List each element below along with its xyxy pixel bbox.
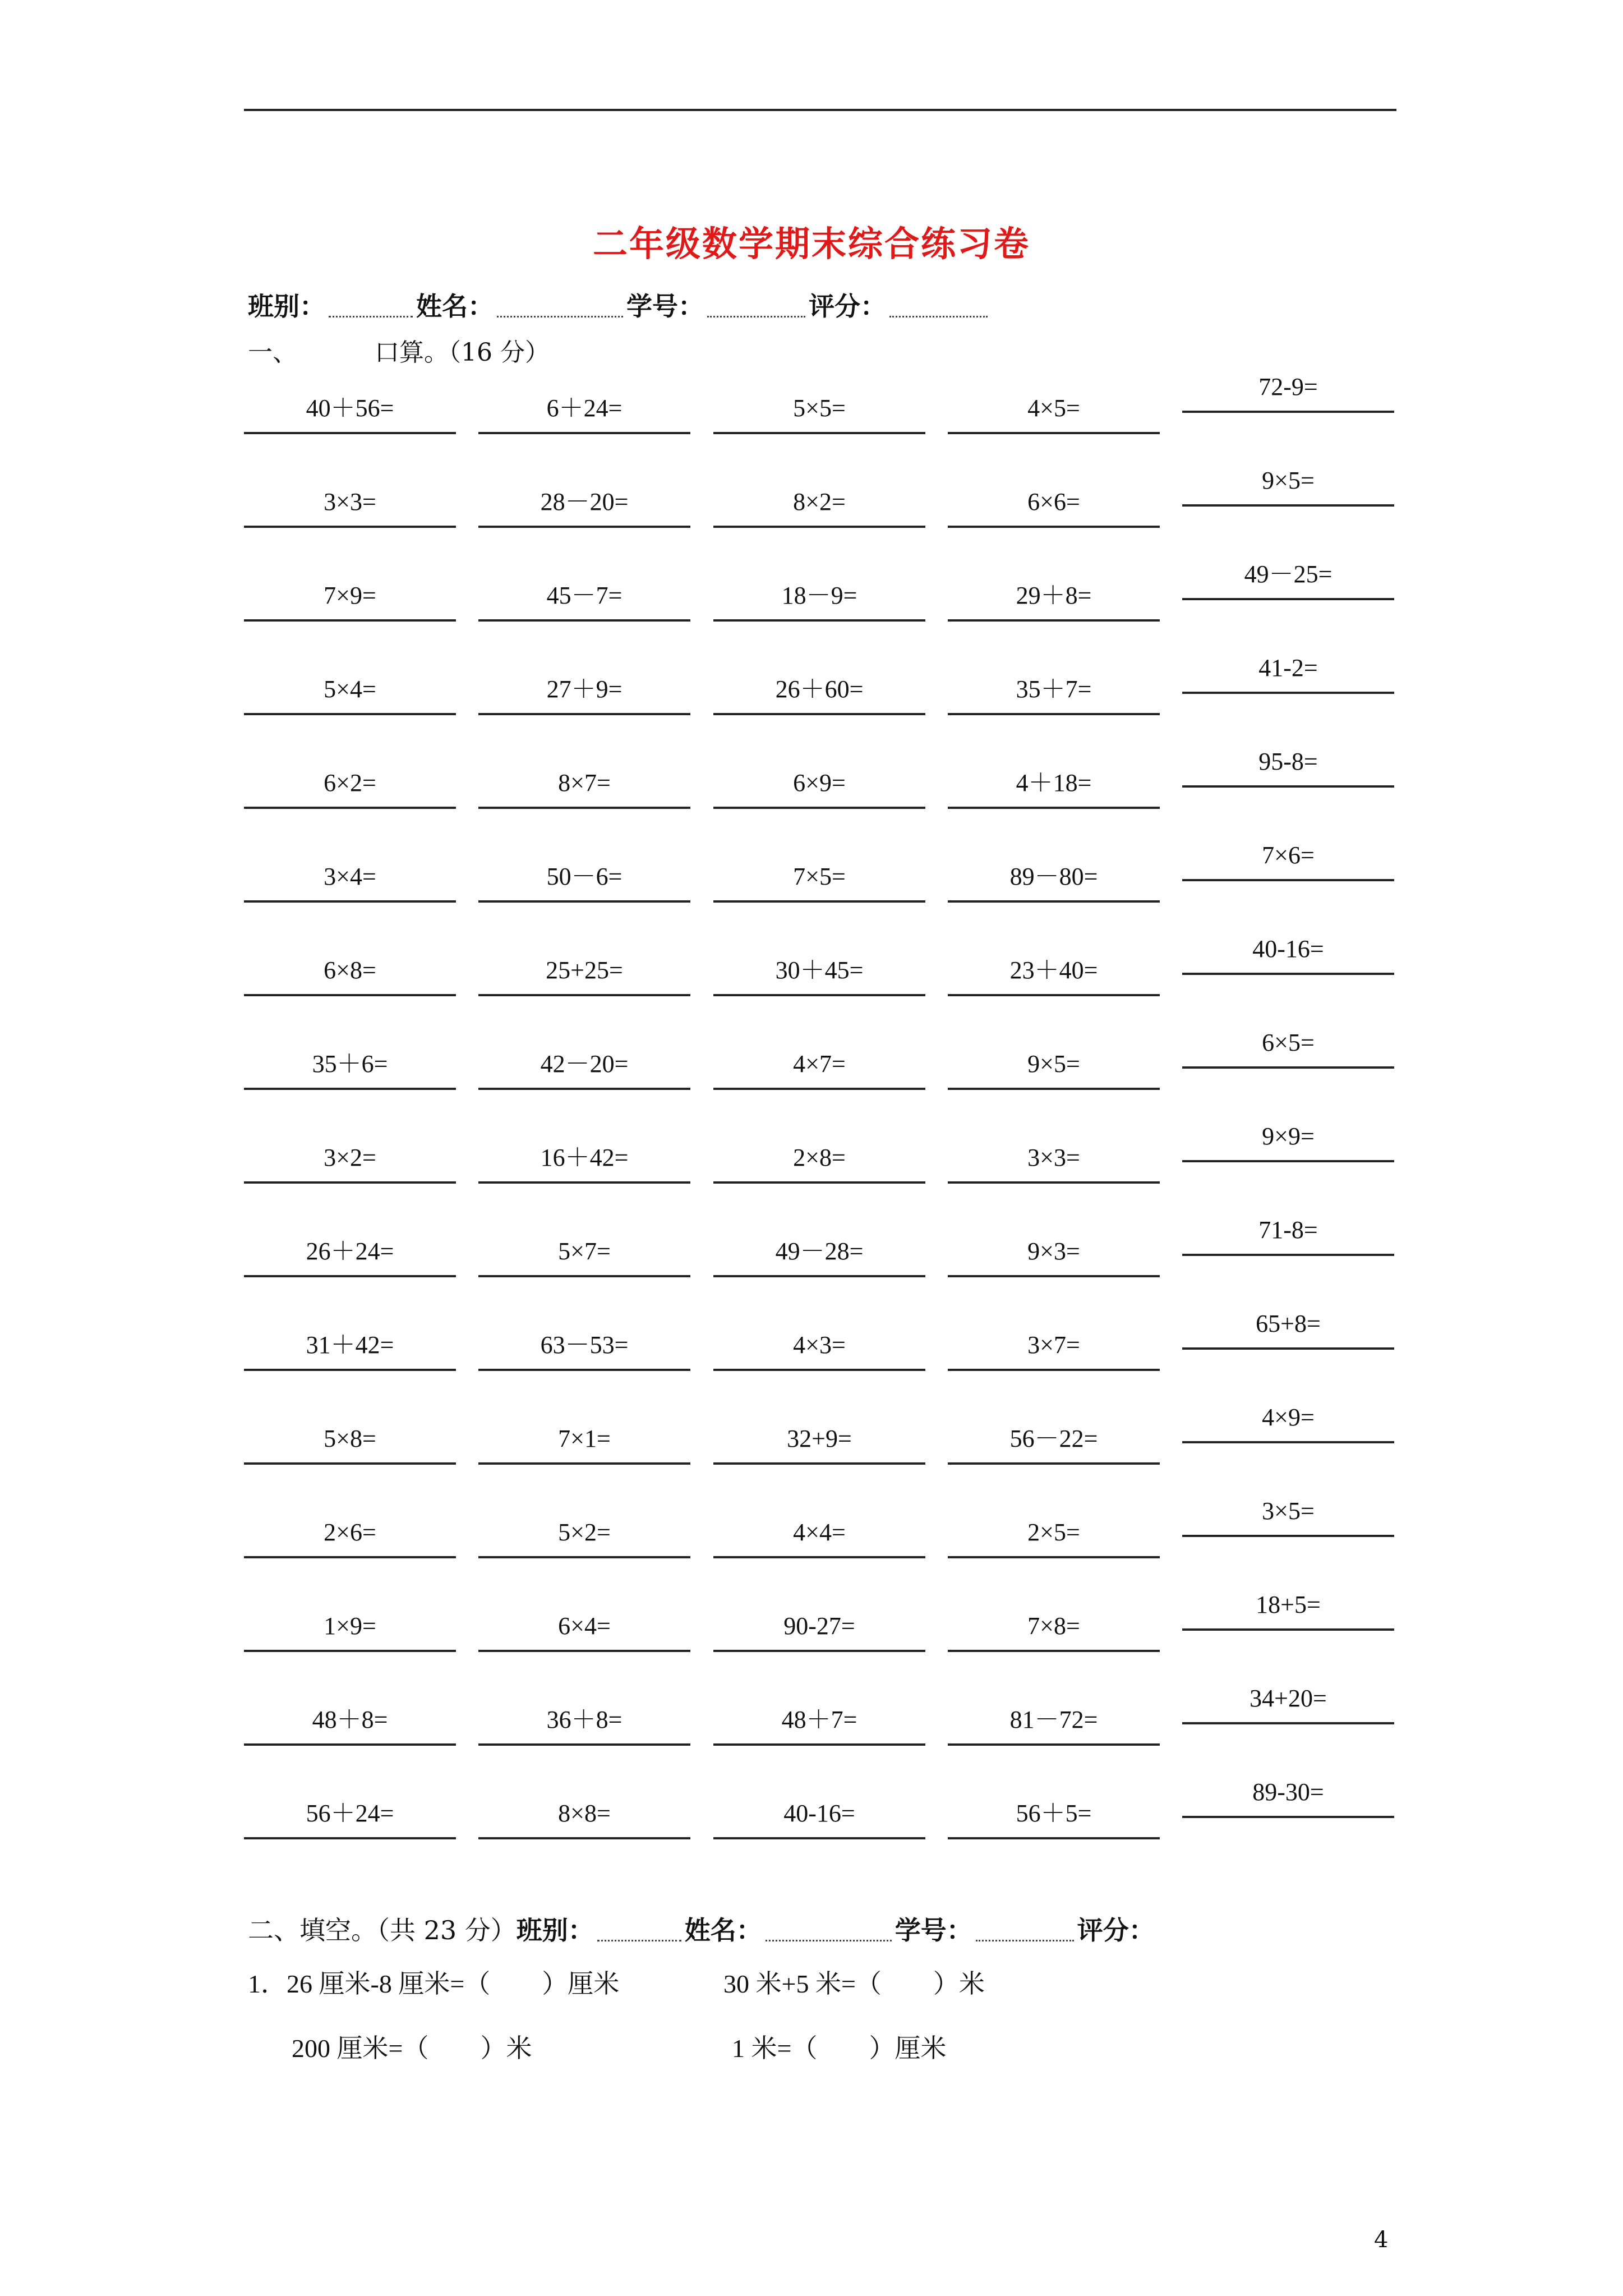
page-title: 二年级数学期末综合练习卷	[592, 223, 1030, 264]
problem-expression: 7×6=	[1262, 841, 1315, 869]
problem-expression: 1×9=	[324, 1612, 376, 1640]
problem-cell	[244, 1798, 456, 1839]
problem-expression: 28－20=	[540, 488, 629, 516]
problem-expression: 89-30=	[1252, 1778, 1324, 1806]
problem-cell	[713, 1048, 925, 1090]
answer-line[interactable]	[478, 994, 690, 996]
section-2-heading-row	[248, 1910, 1155, 1947]
number-label-2: 学号：	[895, 1915, 972, 1945]
problem-cell	[1182, 371, 1394, 413]
problem-cell	[1182, 933, 1394, 975]
answer-line[interactable]	[713, 1181, 925, 1184]
problem-cell	[478, 1798, 690, 1839]
problem-expression: 6×5=	[1262, 1029, 1315, 1056]
answer-line[interactable]	[948, 807, 1160, 809]
problem-cell	[1182, 559, 1394, 600]
problem-cell	[478, 1704, 690, 1746]
problem-expression: 56－22=	[1009, 1425, 1098, 1452]
problem-cell	[244, 1236, 456, 1277]
problem-cell	[244, 955, 456, 996]
answer-line[interactable]	[478, 807, 690, 809]
problem-cell	[948, 1798, 1160, 1839]
answer-line[interactable]	[713, 900, 925, 903]
answer-line[interactable]	[948, 1743, 1160, 1746]
problem-cell	[244, 1611, 456, 1652]
problem-cell	[713, 1704, 925, 1746]
problem-cell	[948, 1517, 1160, 1558]
answer-line[interactable]	[1182, 1628, 1394, 1631]
problem-expression: 56＋5=	[1016, 1800, 1092, 1827]
problem-expression: 8×8=	[558, 1800, 611, 1827]
name-label: 姓名：	[416, 291, 494, 321]
problem-expression: 29＋8=	[1016, 582, 1092, 609]
problem-expression: 48＋8=	[312, 1706, 388, 1733]
section-1-number: 一、	[248, 338, 297, 367]
problem-expression: 4＋18=	[1016, 769, 1092, 797]
answer-line[interactable]	[948, 1088, 1160, 1090]
problem-cell	[478, 674, 690, 715]
answer-line[interactable]	[244, 432, 456, 434]
answer-line[interactable]	[1182, 1441, 1394, 1443]
problem-expression: 65+8=	[1256, 1310, 1321, 1337]
problem-expression: 4×7=	[793, 1050, 846, 1078]
problem-cell	[478, 1236, 690, 1277]
problem-expression: 49－28=	[775, 1237, 864, 1265]
problem-expression: 4×3=	[793, 1331, 846, 1359]
answer-line[interactable]	[244, 619, 456, 622]
score-label-2: 评分：	[1077, 1915, 1155, 1945]
problem-cell	[948, 1236, 1160, 1277]
answer-line[interactable]	[244, 1088, 456, 1090]
problem-cell	[948, 1704, 1160, 1746]
problem-expression: 26＋60=	[775, 675, 864, 703]
problem-expression: 9×5=	[1262, 467, 1315, 494]
problem-expression: 5×2=	[558, 1519, 611, 1546]
problem-expression: 3×4=	[324, 863, 376, 890]
problem-expression: 42－20=	[540, 1050, 629, 1078]
problem-expression: 40-16=	[783, 1800, 855, 1827]
problem-cell	[1182, 746, 1394, 788]
problem-expression: 6×9=	[793, 769, 846, 797]
page-number: 4	[1374, 2227, 1389, 2253]
problem-expression: 2×8=	[793, 1144, 846, 1171]
answer-line[interactable]	[244, 1743, 456, 1746]
problem-cell	[948, 393, 1160, 434]
problem-expression: 25+25=	[546, 956, 623, 984]
problem-cell	[713, 1798, 925, 1839]
answer-line[interactable]	[948, 1837, 1160, 1839]
problem-expression: 72-9=	[1258, 373, 1318, 401]
problem-cell	[1182, 1308, 1394, 1350]
problem-cell	[244, 580, 456, 622]
answer-line[interactable]	[244, 994, 456, 996]
problem-cell	[713, 1236, 925, 1277]
problem-expression: 5×4=	[324, 675, 376, 703]
problem-expression: 7×9=	[324, 582, 376, 609]
answer-line[interactable]	[478, 526, 690, 528]
name-label-2: 姓名：	[684, 1915, 762, 1945]
problem-cell	[1182, 652, 1394, 694]
problem-cell	[948, 1329, 1160, 1371]
problem-cell	[713, 486, 925, 528]
problem-cell	[478, 767, 690, 809]
answer-line[interactable]	[1182, 598, 1394, 600]
problem-cell	[948, 486, 1160, 528]
problem-expression: 9×3=	[1027, 1237, 1080, 1265]
answer-line[interactable]	[948, 1369, 1160, 1371]
problem-expression: 23＋40=	[1009, 956, 1098, 984]
problem-cell	[244, 1048, 456, 1090]
problem-expression: 6＋24=	[546, 394, 623, 422]
problem-expression: 95-8=	[1258, 748, 1318, 775]
problem-expression: 7×5=	[793, 863, 846, 890]
problem-expression: 35＋7=	[1016, 675, 1092, 703]
answer-line[interactable]	[478, 432, 690, 434]
problem-expression: 16＋42=	[540, 1144, 629, 1171]
problem-cell	[948, 674, 1160, 715]
problem-expression: 6×4=	[558, 1612, 611, 1640]
answer-line[interactable]	[948, 713, 1160, 715]
answer-line[interactable]	[948, 1181, 1160, 1184]
problem-cell	[244, 486, 456, 528]
answer-line[interactable]	[948, 526, 1160, 528]
problem-cell	[713, 1423, 925, 1465]
answer-line[interactable]	[1182, 1535, 1394, 1537]
problem-expression: 49－25=	[1244, 560, 1332, 588]
answer-line[interactable]	[948, 619, 1160, 622]
answer-line[interactable]	[948, 1462, 1160, 1465]
problem-cell	[948, 1423, 1160, 1465]
problem-expression: 3×3=	[324, 488, 376, 516]
problem-expression: 48＋7=	[781, 1706, 857, 1733]
name-blank-2[interactable]	[766, 1939, 892, 1941]
answer-line[interactable]	[713, 526, 925, 528]
number-label: 学号：	[626, 291, 704, 321]
problem-cell	[1182, 840, 1394, 881]
answer-line[interactable]	[713, 1650, 925, 1652]
answer-line[interactable]	[713, 619, 925, 622]
answer-line[interactable]	[713, 713, 925, 715]
problem-cell	[713, 674, 925, 715]
answer-line[interactable]	[1182, 785, 1394, 788]
problem-expression: 4×9=	[1262, 1404, 1315, 1431]
answer-line[interactable]	[713, 1462, 925, 1465]
answer-line[interactable]	[478, 1743, 690, 1746]
number-blank-2[interactable]	[976, 1939, 1074, 1941]
answer-line[interactable]	[478, 1837, 690, 1839]
fill-question-1b: 30 米+5 米=（ ）米	[723, 1970, 985, 1998]
fill-question-1a: 1．26 厘米-8 厘米=（ ）厘米	[248, 1970, 620, 1998]
problem-expression: 40＋56=	[306, 394, 394, 422]
section-1-text: 口算。（16 分）	[375, 338, 550, 367]
class-label: 班别：	[248, 291, 325, 321]
problem-cell	[948, 1142, 1160, 1184]
problem-expression: 8×7=	[558, 769, 611, 797]
answer-line[interactable]	[478, 1650, 690, 1652]
problem-expression: 7×1=	[558, 1425, 611, 1452]
problem-cell	[478, 1423, 690, 1465]
answer-line[interactable]	[1182, 1160, 1394, 1162]
problem-expression: 7×8=	[1027, 1612, 1080, 1640]
answer-line[interactable]	[478, 900, 690, 903]
score-label: 评分：	[809, 291, 886, 321]
problem-expression: 41-2=	[1258, 654, 1318, 682]
answer-line[interactable]	[1182, 692, 1394, 694]
problem-cell	[244, 674, 456, 715]
problem-expression: 26＋24=	[306, 1237, 394, 1265]
answer-line[interactable]	[244, 526, 456, 528]
problem-expression: 34+20=	[1249, 1685, 1327, 1712]
answer-line[interactable]	[244, 1181, 456, 1184]
problem-cell	[948, 955, 1160, 996]
problem-cell	[713, 1517, 925, 1558]
answer-line[interactable]	[244, 1275, 456, 1277]
problem-expression: 3×7=	[1027, 1331, 1080, 1359]
problem-expression: 5×8=	[324, 1425, 376, 1452]
problem-cell	[478, 1142, 690, 1184]
answer-line[interactable]	[948, 1556, 1160, 1558]
problem-cell	[478, 1329, 690, 1371]
answer-line[interactable]	[713, 1556, 925, 1558]
problem-expression: 5×7=	[558, 1237, 611, 1265]
problem-cell	[478, 393, 690, 434]
answer-line[interactable]	[1182, 411, 1394, 413]
problem-expression: 56＋24=	[306, 1800, 394, 1827]
problem-cell	[713, 393, 925, 434]
answer-line[interactable]	[713, 1088, 925, 1090]
problem-expression: 2×5=	[1027, 1519, 1080, 1546]
problem-cell	[244, 1704, 456, 1746]
section-2-heading: 二、填空。（共 23 分）	[248, 1915, 517, 1945]
problem-cell	[244, 393, 456, 434]
problem-expression: 6×2=	[324, 769, 376, 797]
problem-expression: 5×5=	[793, 394, 846, 422]
problem-cell	[1182, 1214, 1394, 1256]
answer-line[interactable]	[244, 807, 456, 809]
answer-line[interactable]	[948, 1650, 1160, 1652]
problem-expression: 35＋6=	[312, 1050, 388, 1078]
answer-line[interactable]	[478, 1462, 690, 1465]
answer-line[interactable]	[1182, 1254, 1394, 1256]
problem-cell	[713, 767, 925, 809]
answer-line[interactable]	[478, 713, 690, 715]
answer-line[interactable]	[1182, 879, 1394, 881]
problem-expression: 18－9=	[781, 582, 857, 609]
problem-expression: 30＋45=	[775, 956, 864, 984]
problem-cell	[478, 486, 690, 528]
problem-expression: 8×2=	[793, 488, 846, 516]
answer-line[interactable]	[1182, 973, 1394, 975]
answer-line[interactable]	[1182, 1722, 1394, 1724]
problem-cell	[948, 861, 1160, 903]
answer-line[interactable]	[948, 1275, 1160, 1277]
problem-cell	[948, 1048, 1160, 1090]
problem-expression: 9×9=	[1262, 1122, 1315, 1150]
answer-line[interactable]	[1182, 1816, 1394, 1818]
answer-line[interactable]	[244, 1556, 456, 1558]
answer-line[interactable]	[244, 900, 456, 903]
answer-line[interactable]	[1182, 1347, 1394, 1350]
problem-cell	[244, 861, 456, 903]
fill-question-1c: 200 厘米=（ ）米	[292, 2034, 532, 2063]
answer-line[interactable]	[244, 1837, 456, 1839]
problem-cell	[1182, 1496, 1394, 1537]
answer-line[interactable]	[713, 994, 925, 996]
problem-expression: 3×5=	[1262, 1497, 1315, 1525]
problem-expression: 3×2=	[324, 1144, 376, 1171]
class-label-2: 班别：	[516, 1915, 594, 1945]
answer-line[interactable]	[713, 1369, 925, 1371]
problem-cell	[1182, 1589, 1394, 1631]
answer-line[interactable]	[713, 1837, 925, 1839]
problem-cell	[948, 580, 1160, 622]
problem-expression: 2×6=	[324, 1519, 376, 1546]
problem-cell	[478, 1048, 690, 1090]
answer-line[interactable]	[948, 900, 1160, 903]
problem-cell	[1182, 1121, 1394, 1162]
problem-expression: 18+5=	[1256, 1591, 1321, 1618]
problem-cell	[713, 580, 925, 622]
problem-cell	[478, 861, 690, 903]
problem-expression: 36＋8=	[546, 1706, 623, 1733]
problem-cell	[478, 580, 690, 622]
problem-cell	[713, 1611, 925, 1652]
answer-line[interactable]	[244, 1369, 456, 1371]
answer-line[interactable]	[948, 994, 1160, 996]
problem-expression: 45－7=	[546, 582, 623, 609]
answer-line[interactable]	[478, 1088, 690, 1090]
answer-line[interactable]	[1182, 504, 1394, 507]
problem-cell	[1182, 1027, 1394, 1069]
answer-line[interactable]	[244, 713, 456, 715]
problem-cell	[244, 1423, 456, 1465]
problem-cell	[1182, 465, 1394, 507]
problem-expression: 4×4=	[793, 1519, 846, 1546]
problem-cell	[244, 1517, 456, 1558]
problem-expression: 32+9=	[787, 1425, 852, 1452]
answer-line[interactable]	[713, 1743, 925, 1746]
problem-cell	[948, 1611, 1160, 1652]
problem-expression: 81－72=	[1009, 1706, 1098, 1733]
problem-cell	[1182, 1402, 1394, 1443]
problem-expression: 6×8=	[324, 956, 376, 984]
answer-line[interactable]	[478, 1181, 690, 1184]
problem-cell	[948, 767, 1160, 809]
answer-line[interactable]	[478, 1556, 690, 1558]
problem-expression: 90-27=	[783, 1612, 855, 1640]
problem-cell	[713, 955, 925, 996]
answer-line[interactable]	[948, 432, 1160, 434]
problem-expression: 31＋42=	[306, 1331, 394, 1359]
problem-cell	[478, 1517, 690, 1558]
problem-cell	[713, 861, 925, 903]
answer-line[interactable]	[713, 432, 925, 434]
problem-expression: 71-8=	[1258, 1216, 1318, 1244]
problem-expression: 6×6=	[1027, 488, 1080, 516]
class-blank-2[interactable]	[597, 1939, 681, 1941]
answer-line[interactable]	[244, 1462, 456, 1465]
answer-line[interactable]	[1182, 1066, 1394, 1069]
problem-cell	[244, 1142, 456, 1184]
problem-expression: 3×3=	[1027, 1144, 1080, 1171]
answer-line[interactable]	[713, 1275, 925, 1277]
answer-line[interactable]	[478, 1369, 690, 1371]
problem-cell	[244, 1329, 456, 1371]
problem-cell	[713, 1329, 925, 1371]
answer-line[interactable]	[244, 1650, 456, 1652]
problem-expression: 50－6=	[546, 863, 623, 890]
fill-question-1d: 1 米=（ ）厘米	[732, 2034, 947, 2063]
problem-expression: 40-16=	[1252, 935, 1324, 963]
problem-cell	[1182, 1683, 1394, 1724]
problem-expression: 4×5=	[1027, 394, 1080, 422]
answer-line[interactable]	[713, 807, 925, 809]
problem-cell	[478, 955, 690, 996]
problem-cell	[244, 767, 456, 809]
problem-expression: 89－80=	[1009, 863, 1098, 890]
problem-cell	[713, 1142, 925, 1184]
problem-expression: 63－53=	[540, 1331, 629, 1359]
answer-line[interactable]	[478, 619, 690, 622]
problem-expression: 9×5=	[1027, 1050, 1080, 1078]
answer-line[interactable]	[478, 1275, 690, 1277]
problem-cell	[1182, 1777, 1394, 1818]
problem-expression: 27＋9=	[546, 675, 623, 703]
problem-cell	[478, 1611, 690, 1652]
